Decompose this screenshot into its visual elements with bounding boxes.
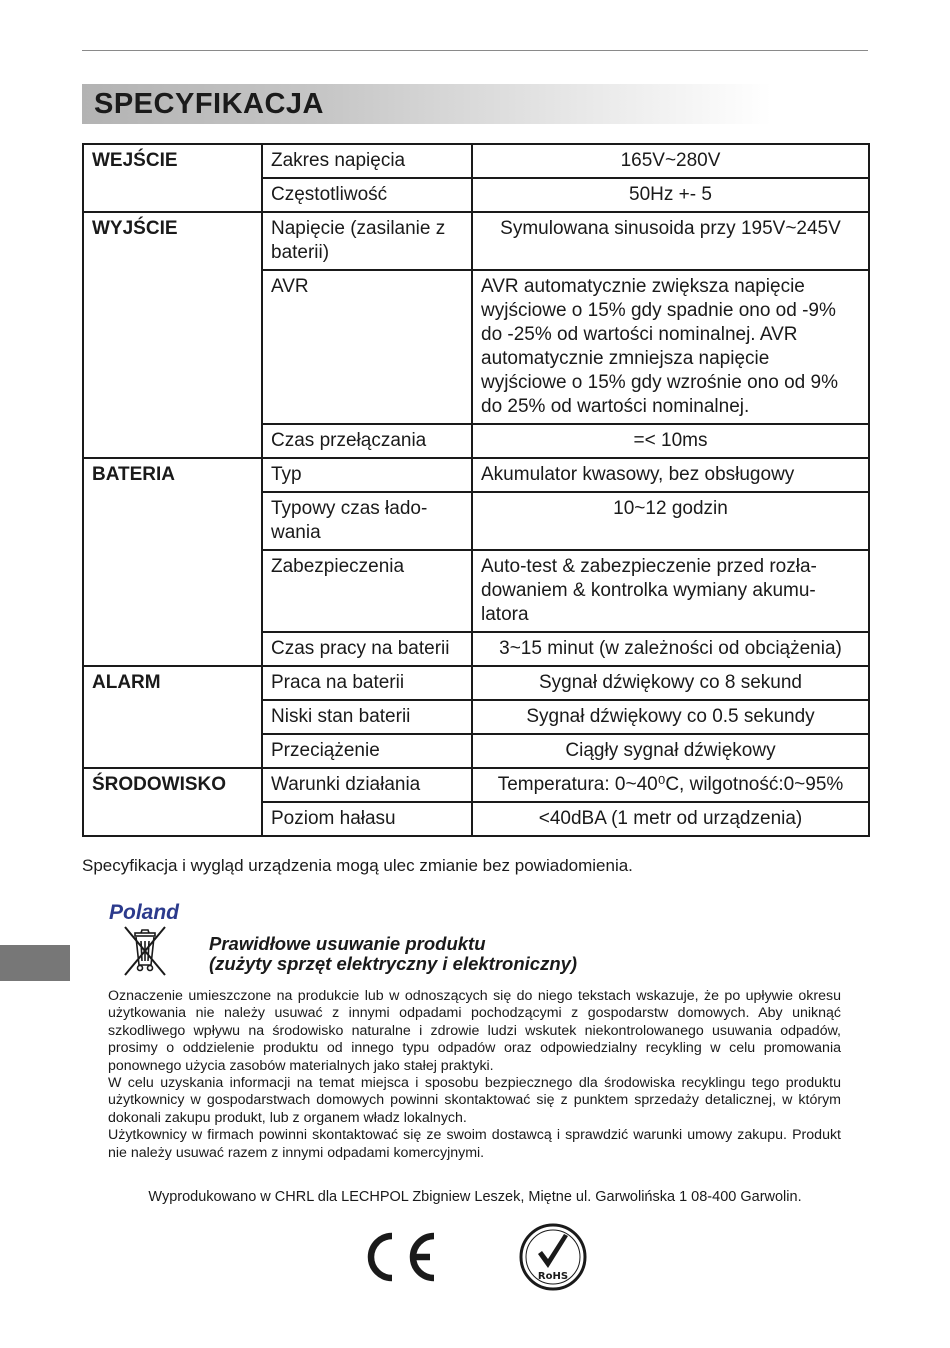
table-row: [83, 768, 869, 802]
spec-value: Temperatura: 0~40⁰C, wilgotność:0~95%: [472, 768, 869, 802]
top-rule: [82, 50, 868, 51]
disposal-title-line2: (zużyty sprzęt elektryczny i elektroniczny): [209, 953, 578, 974]
section-title-bar: [82, 84, 772, 124]
spec-parameter: Czas pracy na baterii: [262, 632, 472, 666]
spec-value: 50Hz +- 5: [472, 178, 869, 212]
spec-parameter: Częstotliwość: [262, 178, 472, 212]
spec-value: Auto-test & zabezpieczenie przed rozła-dowaniem & kontrolka wymiany akumu-latora: [472, 550, 869, 632]
spec-parameter: Zabezpieczenia: [262, 550, 472, 632]
disposal-paragraph: Użytkownicy w firmach powinni skontaktować się ze swoim dostawcą i sprawdzić warunki umowy zakupu. Produkt nie należy usuwać razem z innymi odpadami komercyjnymi.: [108, 1127, 841, 1161]
rohs-label: RoHS: [537, 1271, 569, 1282]
disposal-paragraph: W celu uzyskania informacji na temat miejsca i sposobu bezpiecznego dla środowiska recyklingu tego produktu użytkownicy w gospodarstwach domowych powinni skontaktować się z punktem sprzedaży detalicznej, w którym dokonali zakupu produkt, lub z organem władz lokalnych.: [108, 1075, 841, 1126]
spec-parameter: Warunki działania: [262, 768, 472, 802]
disposal-title: [209, 934, 577, 974]
spec-category: BATERIA: [83, 458, 262, 666]
spec-value: Ciągły sygnał dźwiękowy: [472, 734, 869, 768]
spec-parameter: Niski stan baterii: [262, 700, 472, 734]
producer-info: Wyprodukowano w CHRL dla LECHPOL Zbigniew Leszek, Miętne ul. Garwolińska 1 08-400 Garwolin.: [148, 1189, 802, 1205]
spec-note: Specyfikacja i wygląd urządzenia mogą ulec zmianie bez powiadomienia.: [82, 856, 633, 875]
table-row: [83, 144, 869, 178]
country-label: Poland: [109, 901, 180, 924]
table-row: [83, 666, 869, 700]
spec-parameter: Napięcie (zasilanie z baterii): [262, 212, 472, 270]
rohs-mark-icon: [518, 1222, 588, 1292]
spec-category: ALARM: [83, 666, 262, 768]
table-row: [83, 458, 869, 492]
spec-value: 10~12 godzin: [472, 492, 869, 550]
spec-value: 3~15 minut (w zależności od obciążenia): [472, 632, 869, 666]
spec-value: Sygnał dźwiękowy co 8 sekund: [472, 666, 869, 700]
spec-value: <40dBA (1 metr od urządzenia): [472, 802, 869, 836]
spec-parameter: AVR: [262, 270, 472, 424]
disposal-text: [108, 988, 841, 1162]
spec-table-body: [83, 144, 869, 836]
crossed-bin-icon: [121, 925, 169, 977]
spec-parameter: Praca na baterii: [262, 666, 472, 700]
spec-value: =< 10ms: [472, 424, 869, 458]
page-title: SPECYFIKACJA: [94, 88, 324, 120]
spec-parameter: Czas przełączania: [262, 424, 472, 458]
spec-value: Sygnał dźwiękowy co 0.5 sekundy: [472, 700, 869, 734]
spec-value: AVR automatycznie zwiększa napięcie wyjściowe o 15% gdy spadnie ono od -9% do -25% od wartości nominalnej. AVR automatycznie zmniejsza napięcie wyjściowe o 15% gdy wzrośnie ono od 9% do 25% od wartości nominalnej.: [472, 270, 869, 424]
side-tab: [0, 945, 70, 981]
spec-table: [82, 143, 870, 837]
ce-mark-icon: [362, 1232, 438, 1282]
spec-parameter: Typ: [262, 458, 472, 492]
spec-parameter: Poziom hałasu: [262, 802, 472, 836]
spec-value: Akumulator kwasowy, bez obsługowy: [472, 458, 869, 492]
spec-category: WYJŚCIE: [83, 212, 262, 458]
spec-value: 165V~280V: [472, 144, 869, 178]
disposal-title-line1: Prawidłowe usuwanie produktu: [209, 933, 486, 954]
spec-parameter: Zakres napięcia: [262, 144, 472, 178]
spec-value: Symulowana sinusoida przy 195V~245V: [472, 212, 869, 270]
spec-category: ŚRODOWISKO: [83, 768, 262, 836]
table-row: [83, 212, 869, 270]
spec-parameter: Przeciążenie: [262, 734, 472, 768]
spec-parameter: Typowy czas łado-wania: [262, 492, 472, 550]
disposal-paragraph: Oznaczenie umieszczone na produkcie lub w odnoszących się do niego tekstach wskazuje, że po upływie okresu użytkowania nie należy usuwać z innymi odpadami pochodzącymi z gospodarstw domowych. Aby uniknąć szkodliwego wpływu na środowisko naturalne i zdrowie ludzi wskutek niekontrolowanego usuwania odpadów, prosimy o oddzielenie produktu od innego typu odpadów oraz odpowiedzialny recykling w celu promowania ponownego użycia zasobów materialnych jako stałej praktyki.: [108, 988, 841, 1074]
spec-category: WEJŚCIE: [83, 144, 262, 212]
